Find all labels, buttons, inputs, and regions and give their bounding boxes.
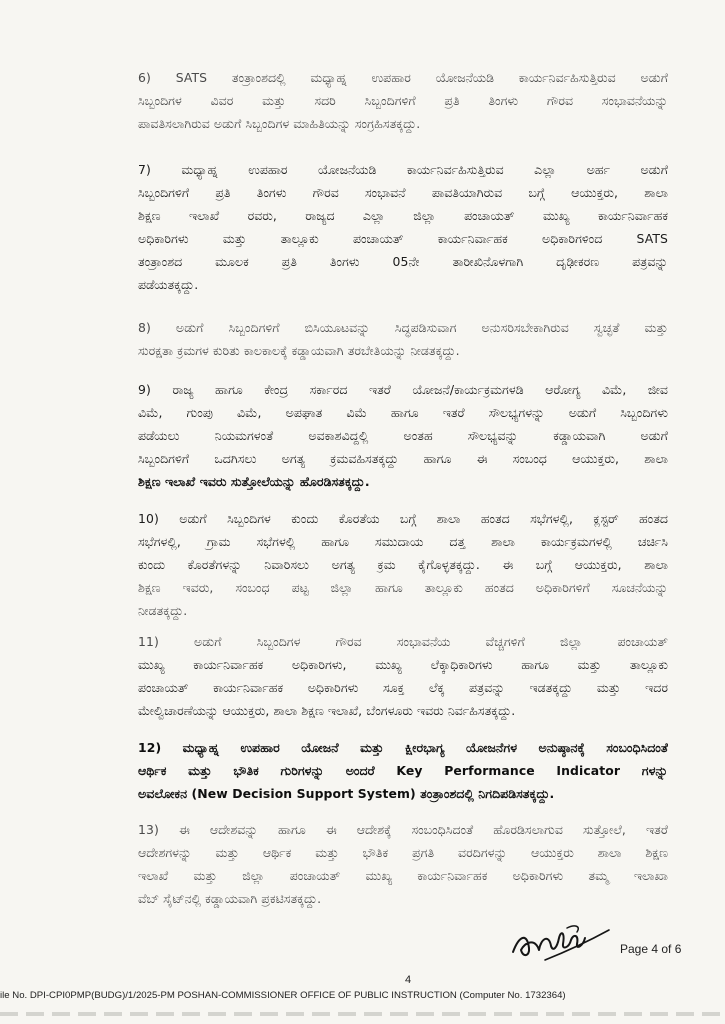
- paragraph-line: 6) SATS ತಂತ್ರಾಂಶದಲ್ಲಿ ಮಧ್ಯಾಹ್ನ ಉಪಹಾರ ಯೋಜನೆಯಡಿ ಕಾರ್ಯನಿರ್ವಹಿಸುತ್ತಿರುವ ಅಡುಗೆ: [138, 70, 668, 85]
- paragraph-line: 7) ಮಧ್ಯಾಹ್ನ ಉಪಹಾರ ಯೋಜನೆಯಡಿ ಕಾರ್ಯನಿರ್ವಹಿಸುತ್ತಿರುವ ಎಲ್ಲಾ ಅರ್ಹ ಅಡುಗೆ: [138, 162, 668, 177]
- paragraph-line: 9) ರಾಜ್ಯ ಹಾಗೂ ಕೇಂದ್ರ ಸರ್ಕಾರದ ಇತರೆ ಯೋಜನೆ/ಕಾರ್ಯಕ್ರಮಗಳಡಿ ಆರೋಗ್ಯ ವಿಮೆ, ಜೀವ: [138, 382, 668, 397]
- paragraph-8: [138, 316, 668, 362]
- paragraph-11: [138, 630, 668, 722]
- paragraph-line: ಸಿಬ್ಬಂದಿಗಳ ವಿವರ ಮತ್ತು ಸದರಿ ಸಿಬ್ಬಂದಿಗಳಿಗೆ ಪ್ರತಿ ತಿಂಗಳು ಗೌರವ ಸಂಭಾವನೆಯನ್ನು: [138, 93, 668, 108]
- paragraph-line: ಸಿಬ್ಬಂದಿಗಳಿಗೆ ಪ್ರತಿ ತಿಂಗಳು ಗೌರವ ಸಂಭಾವನೆ ಪಾವತಿಯಾಗಿರುವ ಬಗ್ಗೆ ಆಯುಕ್ತರು, ಶಾಲಾ: [138, 185, 668, 200]
- paragraph-line: ಅಧಿಕಾರಿಗಳು ಮತ್ತು ತಾಲ್ಲೂಕು ಪಂಚಾಯತ್ ಕಾರ್ಯನಿರ್ವಾಹಕ ಅಧಿಕಾರಿಗಳಿಂದ SATS: [138, 231, 668, 246]
- paragraph-line: ಶಿಕ್ಷಣ ಇಲಾಖೆ ರವರು, ರಾಜ್ಯದ ಎಲ್ಲಾ ಜಿಲ್ಲಾ ಪಂಚಾಯತ್ ಮುಖ್ಯ ಕಾರ್ಯನಿರ್ವಾಹಕ: [138, 208, 668, 223]
- paragraph-line: ಪಾವತಿಸಲಾಗಿರುವ ಅಡುಗೆ ಸಿಬ್ಬಂದಿಗಳ ಮಾಹಿತಿಯನ್ನು ಸಂಗ್ರಹಿಸತಕ್ಕದ್ದು.: [138, 116, 421, 131]
- paragraph-line: ಪಡೆಯಲು ನಿಯಮಗಳಂತೆ ಅವಕಾಶವಿದ್ದಲ್ಲಿ ಅಂತಹ ಸೌಲಭ್ಯವನ್ನು ಕಡ್ಡಾಯವಾಗಿ ಅಡುಗೆ: [138, 428, 668, 443]
- paragraph-line: ಮೇಲ್ವಿಚಾರಣೆಯನ್ನು ಆಯುಕ್ತರು, ಶಾಲಾ ಶಿಕ್ಷಣ ಇಲಾಖೆ, ಬೆಂಗಳೂರು ಇವರು ನಿರ್ವಹಿಸತಕ್ಕದ್ದು.: [138, 703, 516, 718]
- paragraph-line: ಪಡೆಯತಕ್ಕದ್ದು.: [138, 277, 199, 292]
- paragraph-line: ನೀಡತಕ್ಕದ್ದು.: [138, 603, 188, 618]
- paragraph-line: ಆದೇಶಗಳನ್ನು ಮತ್ತು ಆರ್ಥಿಕ ಮತ್ತು ಭೌತಿಕ ಪ್ರಗತಿ ವರದಿಗಳನ್ನು ಆಯುಕ್ತರು ಶಾಲಾ ಶಿಕ್ಷಣ: [138, 845, 668, 860]
- paragraph-7: [138, 158, 668, 296]
- paragraph-line: 11) ಅಡುಗೆ ಸಿಬ್ಬಂದಿಗಳ ಗೌರವ ಸಂಭಾವನೆಯ ವೆಚ್ಚಗಳಿಗೆ ಜಿಲ್ಲಾ ಪಂಚಾಯತ್: [138, 634, 668, 649]
- paragraph-line: ಆರ್ಥಿಕ ಮತ್ತು ಭೌತಿಕ ಗುರಿಗಳನ್ನು ಅಂದರೆ Key Performance Indicator ಗಳನ್ನು: [138, 763, 668, 778]
- paragraph-line: ಶಿಕ್ಷಣ ಇಲಾಖೆ ಇವರು ಸುತ್ತೋಲೆಯನ್ನು ಹೊರಡಿಸತಕ್ಕದ್ದು.: [138, 474, 370, 489]
- paragraph-line: 8) ಅಡುಗೆ ಸಿಬ್ಬಂದಿಗಳಿಗೆ ಬಿಸಿಯೂಟವನ್ನು ಸಿದ್ಧಪಡಿಸುವಾಗ ಅನುಸರಿಸಬೇಕಾಗಿರುವ ಸ್ವಚ್ಛತೆ ಮತ್ತು: [138, 320, 668, 335]
- paragraph-10: [138, 507, 668, 622]
- paragraph-13: [138, 818, 668, 910]
- paragraph-line: ಸಭೆಗಳಲ್ಲಿ, ಗ್ರಾಮ ಸಭೆಗಳಲ್ಲಿ ಹಾಗೂ ಸಮುದಾಯ ದತ್ತ ಶಾಲಾ ಕಾರ್ಯಕ್ರಮಗಳಲ್ಲಿ ಚರ್ಚಿಸಿ: [138, 534, 668, 549]
- paragraph-9: [138, 378, 668, 493]
- paragraph-line: 10) ಅಡುಗೆ ಸಿಬ್ಬಂದಿಗಳ ಕುಂದು ಕೊರತೆಯ ಬಗ್ಗೆ ಶಾಲಾ ಹಂತದ ಸಭೆಗಳಲ್ಲಿ, ಕ್ಲಸ್ಟರ್ ಹಂತದ: [138, 511, 668, 526]
- paragraph-line: ವೆಬ್ ಸೈಟ್‌ನಲ್ಲಿ ಕಡ್ಡಾಯವಾಗಿ ಪ್ರಕಟಿಸತಕ್ಕದ್ದು.: [138, 891, 322, 906]
- paragraph-line: 12) ಮಧ್ಯಾಹ್ನ ಉಪಹಾರ ಯೋಜನೆ ಮತ್ತು ಕ್ಷೀರಭಾಗ್ಯ ಯೋಜನೆಗಳ ಅನುಷ್ಠಾನಕ್ಕೆ ಸಂಬಂಧಿಸಿದಂತೆ: [138, 740, 668, 755]
- file-number-footer: ile No. DPI-CPI0PMP(BUDG)/1/2025-PM POSHAN-COMMISSIONER OFFICE OF PUBLIC INSTRUCTION (Computer No. 1732364): [0, 990, 566, 1001]
- paragraph-line: ಮುಖ್ಯ ಕಾರ್ಯನಿರ್ವಾಹಕ ಅಧಿಕಾರಿಗಳು, ಮುಖ್ಯ ಲೆಕ್ಕಾಧಿಕಾರಿಗಳು ಹಾಗೂ ಮತ್ತು ತಾಲ್ಲೂಕು: [138, 657, 668, 672]
- page-indicator: Page 4 of 6: [620, 942, 682, 956]
- paragraph-line: ಸುರಕ್ಷತಾ ಕ್ರಮಗಳ ಕುರಿತು ಕಾಲಕಾಲಕ್ಕೆ ಕಡ್ಡಾಯವಾಗಿ ತರಬೇತಿಯನ್ನು ನೀಡತಕ್ಕದ್ದು.: [138, 343, 460, 358]
- paragraph-line: ಅವಲೋಕನ (New Decision Support System) ತಂತ್ರಾಂಶದಲ್ಲಿ ನಿಗದಿಪಡಿಸತಕ್ಕದ್ದು.: [138, 786, 555, 801]
- paragraph-line: ಪಂಚಾಯತ್ ಕಾರ್ಯನಿರ್ವಾಹಕ ಅಧಿಕಾರಿಗಳು ಸೂಕ್ತ ಲೆಕ್ಕ ಪತ್ರವನ್ನು ಇಡತಕ್ಕದ್ದು ಮತ್ತು ಇದರ: [138, 680, 668, 695]
- scan-artifact: [0, 1012, 725, 1016]
- handwritten-signature: [505, 908, 615, 968]
- paragraph-line: ವಿಮೆ, ಗುಂಪು ವಿಮೆ, ಅಪಘಾತ ವಿಮೆ ಹಾಗೂ ಇತರೆ ಸೌಲಭ್ಯಗಳನ್ನು ಅಡುಗೆ ಸಿಬ್ಬಂದಿಗಳು: [138, 405, 668, 420]
- paragraph-line: ಶಿಕ್ಷಣ ಇವರು, ಸಂಬಂಧ ಪಟ್ಟ ಜಿಲ್ಲಾ ಹಾಗೂ ತಾಲ್ಲೂಕು ಹಂತದ ಅಧಿಕಾರಿಗಳಿಗೆ ಸೂಚನೆಯನ್ನು: [138, 580, 668, 595]
- page-number: 4: [405, 974, 412, 986]
- paragraph-6: [138, 66, 668, 135]
- paragraph-line: ಇಲಾಖೆ ಮತ್ತು ಜಿಲ್ಲಾ ಪಂಚಾಯತ್ ಮುಖ್ಯ ಕಾರ್ಯನಿರ್ವಾಹಕ ಅಧಿಕಾರಿಗಳು ತಮ್ಮ ಇಲಾಖಾ: [138, 868, 668, 883]
- paragraph-line: ತಂತ್ರಾಂಶದ ಮೂಲಕ ಪ್ರತಿ ತಿಂಗಳು 05ನೇ ತಾರೀಖಿನೊಳಗಾಗಿ ದೃಢೀಕರಣ ಪತ್ರವನ್ನು: [138, 254, 668, 269]
- paragraph-line: 13) ಈ ಆದೇಶವನ್ನು ಹಾಗೂ ಈ ಆದೇಶಕ್ಕೆ ಸಂಬಂಧಿಸಿದಂತೆ ಹೊರಡಿಸಲಾಗುವ ಸುತ್ತೋಲೆ, ಇತರೆ: [138, 822, 668, 837]
- paragraph-line: ಸಿಬ್ಬಂದಿಗಳಿಗೆ ಒದಗಿಸಲು ಅಗತ್ಯ ಕ್ರಮವಹಿಸತಕ್ಕದ್ದು ಹಾಗೂ ಈ ಸಂಬಂಧ ಆಯುಕ್ತರು, ಶಾಲಾ: [138, 451, 668, 466]
- paragraph-line: ಕುಂದು ಕೊರತೆಗಳನ್ನು ನಿವಾರಿಸಲು ಅಗತ್ಯ ಕ್ರಮ ಕೈಗೊಳ್ಳತಕ್ಕದ್ದು. ಈ ಬಗ್ಗೆ ಆಯುಕ್ತರು, ಶಾಲಾ: [138, 557, 668, 572]
- paragraph-12: [138, 736, 668, 805]
